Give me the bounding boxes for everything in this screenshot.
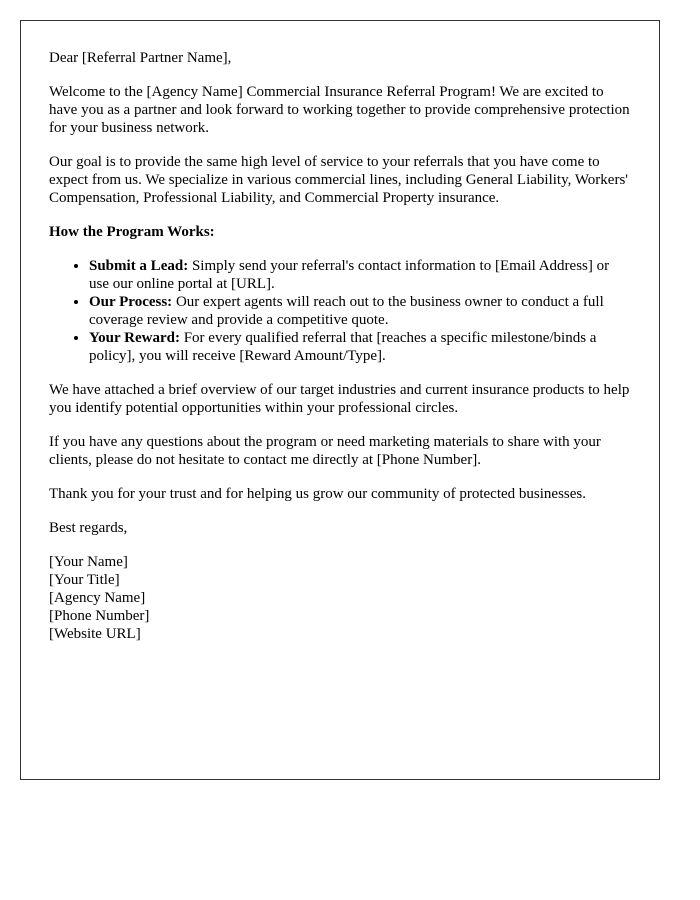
program-heading: How the Program Works: <box>49 224 215 240</box>
referral-letter <box>20 20 660 780</box>
list-item-our-process <box>89 293 631 329</box>
signature-name: [Your Name] <box>49 554 128 570</box>
list-item-text: Our expert agents will reach out to the business owner to conduct a full coverage review and provide a competitive quote. <box>89 294 604 328</box>
letter-goal-paragraph: Our goal is to provide the same high level of service to your referrals that you have come to expect from us. We specialize in various commercial lines, including General Liability, Workers' Compensation, Professional Liability, and Commercial Property insurance. <box>49 154 628 206</box>
signature-title: [Your Title] <box>49 572 120 588</box>
list-item-title: Your Reward: <box>89 330 180 346</box>
letter-thanks-paragraph: Thank you for your trust and for helping us grow our community of protected businesses. <box>49 486 586 502</box>
letter-questions-paragraph: If you have any questions about the program or need marketing materials to share with your clients, please do not hesitate to contact me directly at [Phone Number]. <box>49 434 601 468</box>
letter-closing: Best regards, <box>49 520 128 536</box>
list-item-text: For every qualified referral that [reaches a specific milestone/binds a policy], you will receive [Reward Amount/Type]. <box>89 330 597 364</box>
letter-greeting: Dear [Referral Partner Name], <box>49 50 232 66</box>
signature-block <box>49 553 631 643</box>
list-item-submit-lead <box>89 257 631 293</box>
letter-intro-paragraph: Welcome to the [Agency Name] Commercial Insurance Referral Program! We are excited to have you as a partner and look forward to working together to provide comprehensive protection for your business network. <box>49 84 630 136</box>
list-item-title: Submit a Lead: <box>89 258 189 274</box>
list-item-your-reward <box>89 329 631 365</box>
letter-attachment-paragraph: We have attached a brief overview of our target industries and current insurance products to help you identify potential opportunities within your professional circles. <box>49 382 630 416</box>
list-item-text: Simply send your referral's contact information to [Email Address] or use our online portal at [URL]. <box>89 258 610 292</box>
signature-phone: [Phone Number] <box>49 608 150 624</box>
signature-website: [Website URL] <box>49 626 141 642</box>
list-item-title: Our Process: <box>89 294 173 310</box>
program-steps-list <box>49 257 631 365</box>
signature-agency: [Agency Name] <box>49 590 146 606</box>
